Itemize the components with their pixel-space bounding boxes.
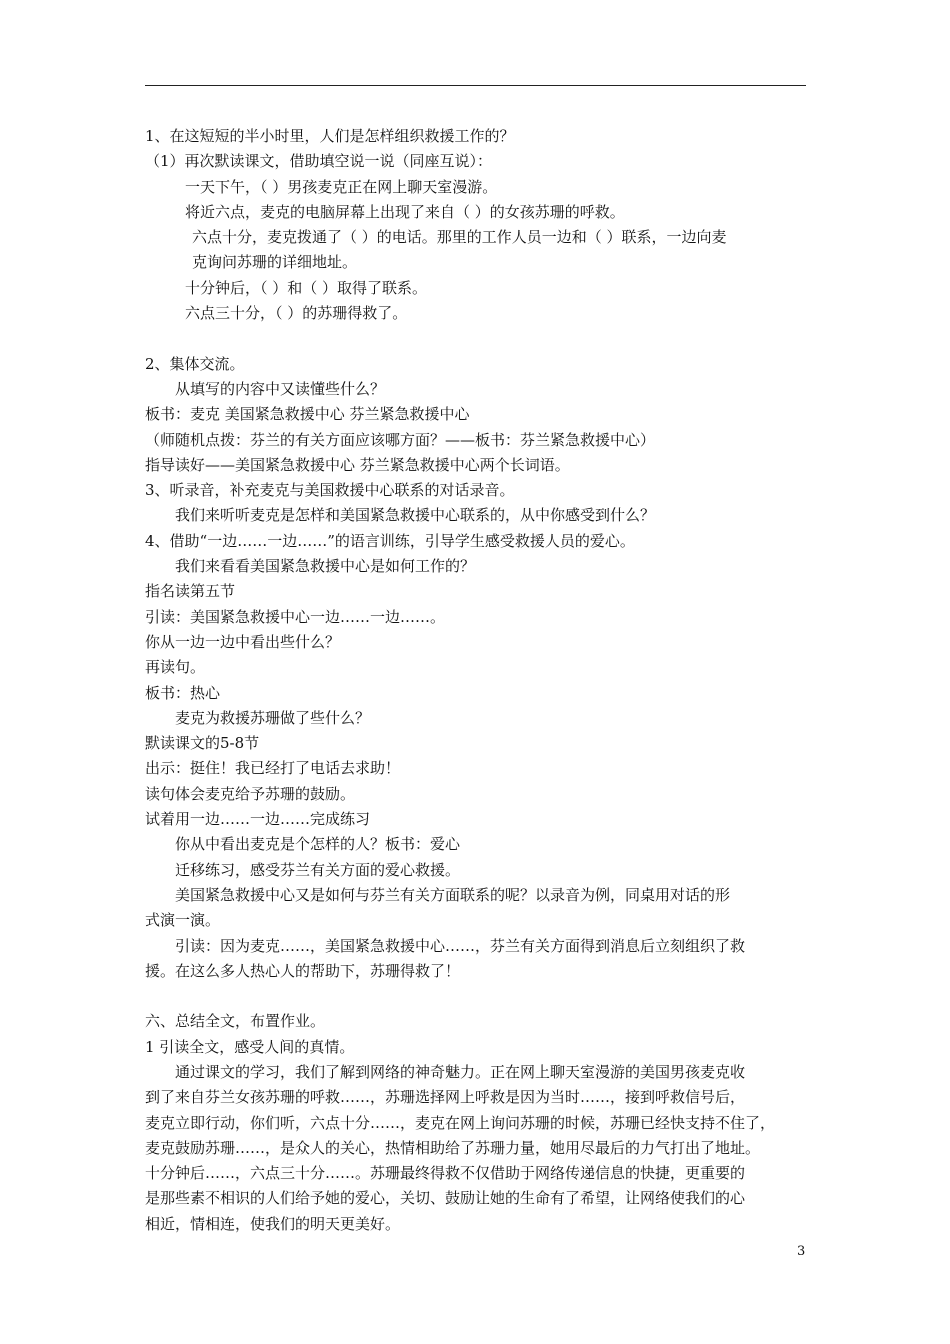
page-number: 3	[797, 1244, 806, 1259]
summary-line: 麦克立即行动，你们听，六点十分……，麦克在网上询问苏珊的时候，苏珊已经快支持不住了，	[145, 1113, 776, 1132]
text-line: 美国紧急救援中心又是如何与芬兰有关方面联系的呢？以录音为例，同桌用对话的形	[175, 885, 731, 904]
text-line: 读句体会麦克给予苏珊的鼓励。	[145, 784, 356, 803]
section-6-heading: 六、总结全文，布置作业。	[145, 1012, 326, 1031]
section-2-heading: 2、集体交流。	[145, 354, 245, 373]
text-line: 板书：麦克 美国紧急救援中心 芬兰紧急救援中心	[145, 405, 470, 424]
question-1-instruction: （1）再次默读课文，借助填空说一说（同座互说）：	[145, 152, 493, 171]
text-line: 式演一演。	[145, 911, 221, 930]
summary-line: 十分钟后……，六点三十分……。苏珊最终得救不仅借助于网络传递信息的快捷，更重要的	[145, 1164, 746, 1183]
summary-line: 到了来自芬兰女孩苏珊的呼救……，苏珊选择网上呼救是因为当时……，接到呼救信号后，	[145, 1088, 746, 1107]
text-line: 指名读第五节	[145, 582, 236, 601]
text-line: 试着用一边……一边……完成练习	[145, 810, 371, 829]
text-line: 引读：美国紧急救援中心一边……一边……。	[145, 607, 446, 626]
text-line: 我们来看看美国紧急救援中心是如何工作的？	[175, 557, 476, 576]
text-line: 你从一边一边中看出些什么？	[145, 632, 341, 651]
text-line: 指导读好——美国紧急救援中心 芬兰紧急救援中心两个长词语。	[145, 455, 570, 474]
text-line: 4、借助“一边……一边……”的语言训练，引导学生感受救援人员的爱心。	[145, 531, 635, 550]
summary-line: 通过课文的学习，我们了解到网络的神奇魅力。正在网上聊天室漫游的美国男孩麦克收	[175, 1062, 746, 1081]
text-line: 板书：热心	[145, 683, 221, 702]
text-line: 再读句。	[145, 658, 206, 677]
text-line: 援。在这么多人热心人的帮助下，苏珊得救了！	[145, 961, 461, 980]
text-line: 我们来听听麦克是怎样和美国紧急救援中心联系的，从中你感受到什么？	[175, 506, 656, 525]
document-body	[145, 124, 815, 1237]
text-line: 默读课文的5-8节	[145, 734, 260, 753]
fill-blank-3a: 六点十分，麦克拨通了（ ）的电话。那里的工作人员一边和（ ）联系，一边向麦	[192, 228, 727, 247]
text-line: 3、听录音，补充麦克与美国救援中心联系的对话录音。	[145, 481, 515, 500]
text-line: 麦克为救援苏珊做了些什么？	[175, 708, 371, 727]
fill-blank-4: 十分钟后，（ ）和（ ）取得了联系。	[185, 278, 428, 297]
fill-blank-5: 六点三十分，（ ）的苏珊得救了。	[185, 304, 408, 323]
text-line: 从填写的内容中又读懂些什么？	[175, 379, 386, 398]
text-line: 出示：挺住！我已经打了电话去求助！	[145, 759, 401, 778]
summary-line: 是那些素不相识的人们给予她的爱心，关切、鼓励让她的生命有了希望，让网络使我们的心	[145, 1189, 746, 1208]
fill-blank-1: 一天下午，（ ）男孩麦克正在网上聊天室漫游。	[185, 177, 498, 196]
question-1: 1、在这短短的半小时里，人们是怎样组织救援工作的？	[145, 127, 515, 145]
text-line: 你从中看出麦克是个怎样的人？板书：爱心	[175, 835, 461, 854]
fill-blank-3b: 克询问苏珊的详细地址。	[192, 253, 358, 272]
text-line: （师随机点拨：芬兰的有关方面应该哪方面？——板书：芬兰紧急救援中心）	[145, 430, 656, 449]
text-line: 迁移练习，感受芬兰有关方面的爱心救援。	[175, 860, 461, 879]
header-rule	[145, 85, 806, 86]
fill-blank-2: 将近六点，麦克的电脑屏幕上出现了来自（ ）的女孩苏珊的呼救。	[185, 202, 625, 221]
summary-line: 相近，情相连，使我们的明天更美好。	[145, 1214, 401, 1233]
summary-line: 麦克鼓励苏珊……，是众人的关心，热情相助给了苏珊力量，她用尽最后的力气打出了地址。	[145, 1138, 761, 1157]
text-line: 1 引读全文，感受人间的真情。	[145, 1037, 355, 1056]
text-line: 引读：因为麦克……，美国紧急救援中心……，芬兰有关方面得到消息后立刻组织了救	[175, 936, 746, 955]
